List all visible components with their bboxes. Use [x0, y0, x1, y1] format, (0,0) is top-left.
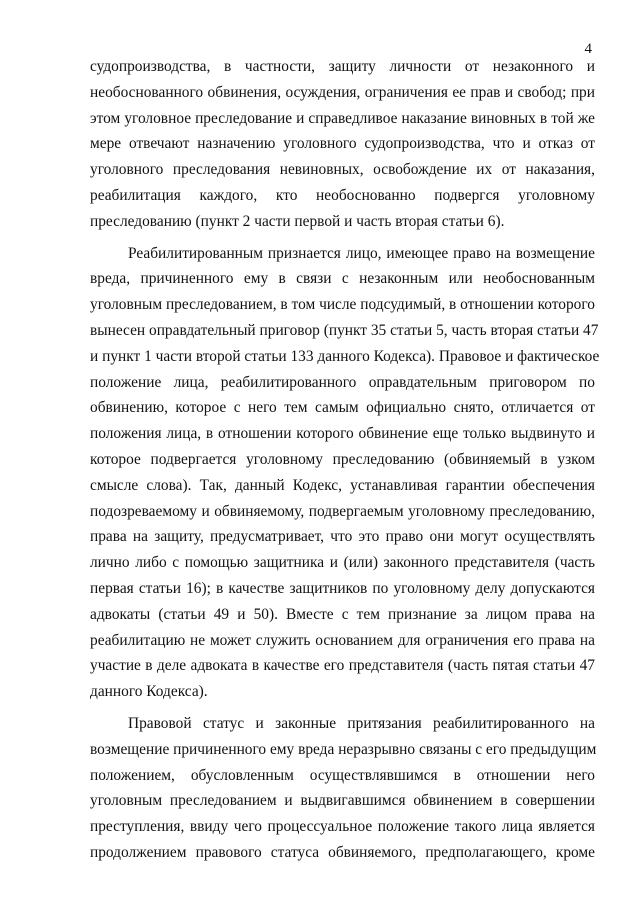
text-line: мере отвечают назначению уголовного судопроизводства, что и отказ от [90, 135, 595, 153]
text-line: этом уголовное преследование и справедливое наказание виновных в той же [90, 109, 595, 127]
text-line: Правовой статус и законные притязания реабилитированного на [128, 714, 595, 732]
text-line: преступления, ввиду чего процессуальное положение такого лица является [90, 818, 595, 836]
text-line: подозреваемому и обвиняемому, подвергаемым уголовному преследованию, [90, 502, 595, 520]
text-line: которое подвергается уголовному преследованию (обвиняемый в узком [90, 450, 595, 468]
text-line: необоснованного обвинения, осуждения, ограничения ее прав и свобод; при [90, 83, 595, 101]
text-line: реабилитацию не может служить основанием для ограничения его права на [90, 631, 595, 649]
text-line: реабилитация каждого, кто необоснованно подвергся уголовному [90, 186, 595, 204]
text-line: положение лица, реабилитированного оправдательным приговором по [90, 373, 595, 391]
text-line: данного Кодекса). [90, 683, 208, 701]
text-line: обвинению, которое с него тем самым официально снято, отличается от [90, 399, 595, 417]
text-line: адвокаты (статьи 49 и 50). Вместе с тем признание за лицом права на [90, 605, 595, 623]
text-line: вреда, причиненного ему в связи с незаконным или необоснованным [90, 270, 595, 288]
text-line: лично либо с помощью защитника и (или) законного представителя (часть [90, 554, 595, 572]
paragraph [90, 54, 595, 235]
text-line: преследованию (пункт 2 части первой и часть вторая статьи 6). [90, 212, 505, 230]
text-line: вынесен оправдательный приговор (пункт 35 статьи 5, часть вторая статьи 47 [90, 321, 599, 339]
text-line: уголовным преследованием и выдвигавшимся обвинением в совершении [90, 792, 595, 810]
text-line: первая статьи 16); в качестве защитников по уголовному делу допускаются [90, 579, 595, 597]
text-line: положением, обусловленным осуществлявшимся в отношении него [90, 766, 595, 784]
text-line: Реабилитированным признается лицо, имеющее право на возмещение [128, 244, 595, 262]
page-number: 4 [584, 41, 592, 57]
text-line: продолжением правового статуса обвиняемого, предполагающего, кроме [90, 843, 595, 861]
text-line: участие в деле адвоката в качестве его представителя (часть пятая статьи 47 [90, 657, 595, 675]
text-line: уголовного преследования невиновных, освобождение их от наказания, [90, 161, 595, 179]
text-line: уголовным преследованием, в том числе подсудимый, в отношении которого [90, 296, 595, 314]
paragraph [90, 241, 600, 705]
document-body [90, 54, 600, 866]
text-line: судопроизводства, в частности, защиту личности от незаконного и [90, 58, 595, 75]
text-line: и пункт 1 части второй статьи 133 данного Кодекса). Правовое и фактическое [90, 347, 600, 365]
text-line: возмещение причиненного ему вреда неразрывно связаны с его предыдущим [90, 740, 597, 758]
text-line: смысле слова). Так, данный Кодекс, устанавливая гарантии обеспечения [90, 476, 595, 494]
text-line: положения лица, в отношении которого обвинение еще только выдвинуто и [90, 425, 595, 443]
paragraph [90, 711, 595, 866]
text-line: права на защиту, предусматривает, что это право они могут осуществлять [90, 528, 595, 546]
